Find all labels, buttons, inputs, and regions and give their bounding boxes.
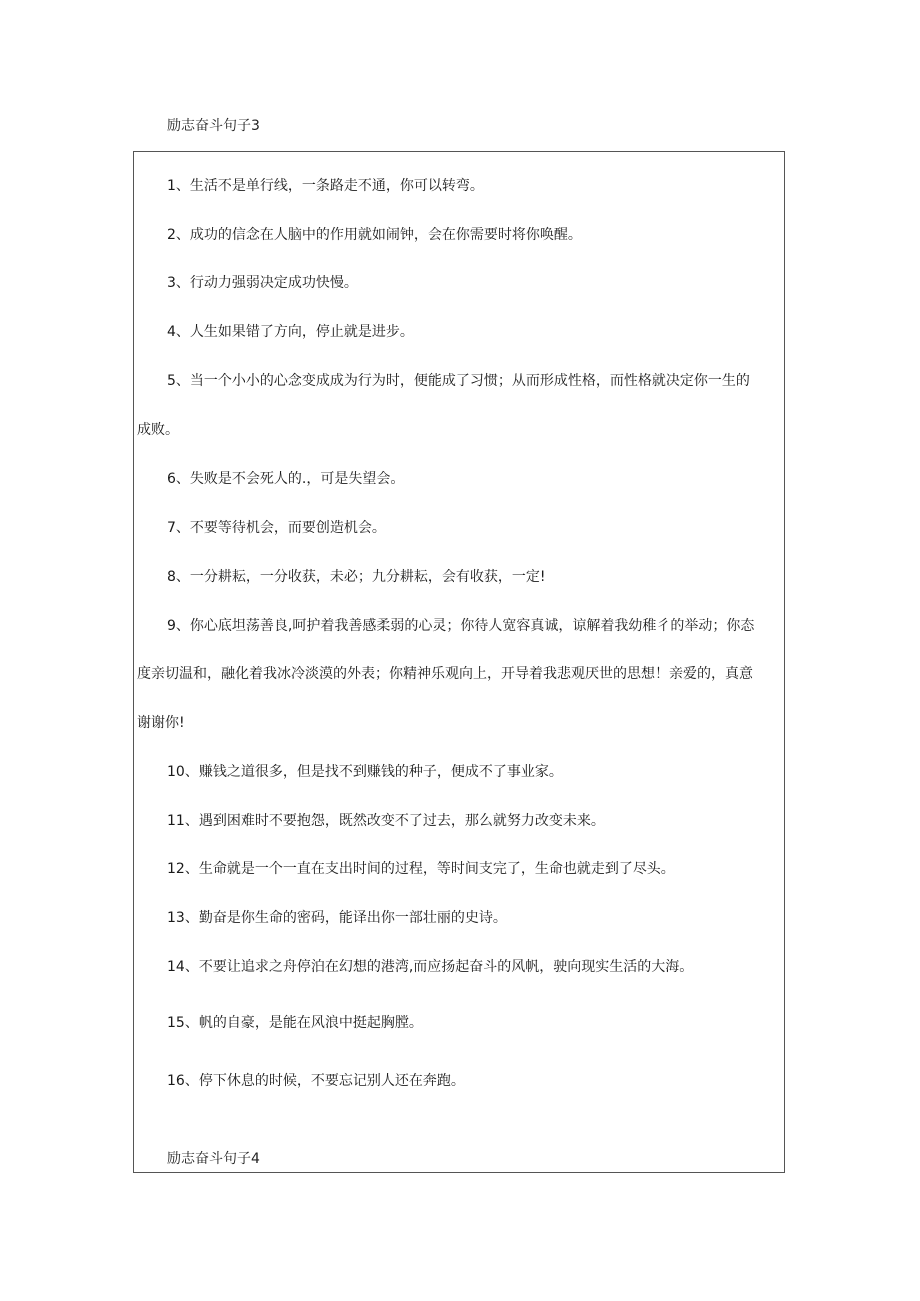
quote-line: 16、停下休息的时候，不要忘记别人还在奔跑。 [167,1073,465,1089]
quote-line: 10、赚钱之道很多，但是找不到赚钱的种子，便成不了事业家。 [167,764,563,780]
section-heading-3: 励志奋斗句子3 [167,118,260,134]
quote-line-continued: 度亲切温和，融化着我冰冷淡漠的外表；你精神乐观向上，开导着我悲观厌世的思想！亲爱的，真意 [137,666,753,682]
quote-line: 11、遇到困难时不要抱怨，既然改变不了过去，那么就努力改变未来。 [167,813,605,829]
quote-line: 13、勤奋是你生命的密码，能译出你一部壮丽的史诗。 [167,910,507,926]
quote-line-continued: 成败。 [137,422,179,438]
quote-line: 12、生命就是一个一直在支出时间的过程，等时间支完了，生命也就走到了尽头。 [167,861,675,877]
quote-line: 7、不要等待机会，而要创造机会。 [167,520,386,536]
quote-line: 5、当一个小小的心念变成成为行为时，便能成了习惯；从而形成性格，而性格就决定你一生的 [167,373,750,389]
quote-line-continued: 谢谢你! [137,715,185,731]
quote-line: 15、帆的自豪，是能在风浪中挺起胸膛。 [167,1015,423,1031]
quote-line: 4、人生如果错了方向，停止就是进步。 [167,324,414,340]
quote-line: 3、行动力强弱决定成功快慢。 [167,275,358,291]
quote-line: 8、一分耕耘，一分收获，未必；九分耕耘，会有收获，一定! [167,569,546,585]
quote-line: 1、生活不是单行线，一条路走不通，你可以转弯。 [167,178,484,194]
quote-line: 9、你心底坦荡善良,呵护着我善感柔弱的心灵；你待人宽容真诚，谅解着我幼稚彳的举动；你态 [167,618,755,634]
quote-line: 6、失败是不会死人的.，可是失望会。 [167,471,405,487]
quote-line: 2、成功的信念在人脑中的作用就如闹钟，会在你需要时将你唤醒。 [167,227,582,243]
section-heading-4: 励志奋斗句子4 [167,1151,260,1167]
quote-line: 14、不要让追求之舟停泊在幻想的港湾,而应扬起奋斗的风帆，驶向现实生活的大海。 [167,959,694,975]
